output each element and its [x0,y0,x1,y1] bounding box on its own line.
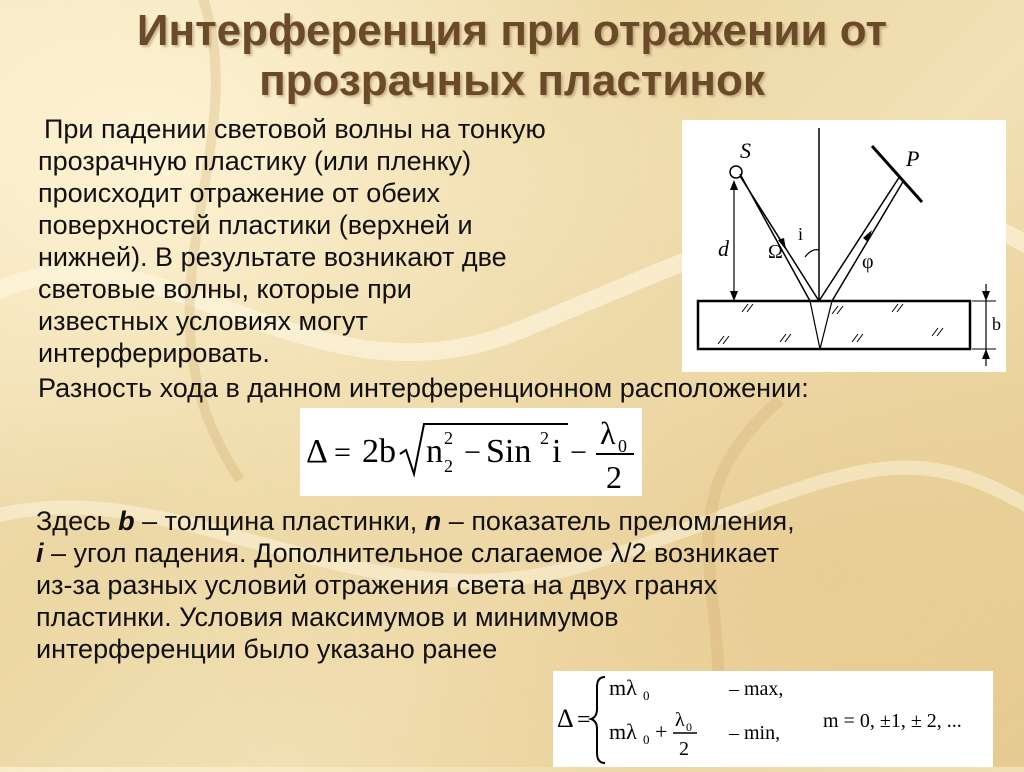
explanation-paragraph [36,505,1016,665]
f1-n-sup: 2 [444,428,453,448]
explain-text: – показатель преломления, [441,506,795,536]
f2-row2-plus: + [655,719,668,744]
intro-line: световые волны, которые при [38,274,412,304]
f2-equals: = [577,707,591,733]
refracted-ray-back [820,301,832,349]
symbol-i: i [36,538,44,568]
intro-line: При падении световой волны на тонкую [44,114,546,144]
refracted-ray [810,301,820,349]
label-phi: φ [862,251,874,273]
f1-minus: − [464,436,481,469]
f1-i: i [552,433,562,470]
explain-line-1 [36,505,1016,537]
thin-film-diagram-svg [682,120,1006,372]
intro-line: нижней). В результате возникают две [38,242,507,272]
explain-text: – угол падения. Дополнительное слагаемое λ/2 возникает [43,538,780,568]
f2-row2-cond: – min, [729,722,781,744]
path-difference-formula [300,408,642,496]
f1-n-sub: 2 [444,456,453,476]
f2-row2-frac-num-sub: 0 [686,720,692,734]
explain-text: Здесь [36,506,119,536]
f1-n: n [426,433,443,470]
explain-line-3: из-за разных условий отражения света на двух гранях [36,570,718,600]
f2-m-values: m = 0, ±1, ± 2, ... [823,710,962,732]
f1-lambda: λ [600,415,616,451]
slide-title [0,6,1024,106]
f2-row1: mλ [609,675,637,700]
intro-line: прозрачную пластику (или пленку) [38,146,472,176]
label-screen: P [906,146,920,171]
f1-equals: = [334,436,351,469]
label-omega: Ω [768,241,783,263]
label-source: S [740,138,751,163]
distance-arrow-bottom [730,291,738,301]
f1-sin: Sin [486,433,532,470]
title-line-1: Интерференция при отражении от [136,6,888,55]
reflected-ray-1 [819,176,900,301]
thin-film-diagram [682,120,1006,372]
title-line-2: прозрачных пластинок [259,56,765,105]
intro-paragraph [38,113,678,369]
f2-row2-frac-num: λ [675,709,685,731]
f2-row2-sub: 0 [643,732,650,747]
f2-row1-sub: 0 [643,688,650,703]
distance-arrow-top [730,180,738,190]
f1-minus-2: − [570,436,587,469]
f2-row2-frac-den: 2 [679,738,689,760]
intro-line: интерферировать. [38,338,270,368]
max-min-formula [553,671,993,767]
explain-line-4: пластинки. Условия максимумов и минимумов [36,602,619,632]
label-thickness: b [992,314,1001,334]
plate-hatching [718,304,943,344]
f1-coef: 2b [362,433,396,470]
explain-text: – толщина пластинки, [134,506,425,536]
f2-row1-cond: – max, [729,678,784,700]
symbol-n: n [424,506,442,536]
intro-line: поверхностей пластики (верхней и [38,210,473,240]
path-difference-formula-svg [300,408,642,496]
intro-line: происходит отражение от обеих [38,178,441,208]
angle-arc [805,250,819,257]
explain-line-5: интерференции было указано ранее [36,634,498,664]
intro-line: известных условиях могут [38,306,368,336]
f1-denominator: 2 [606,459,622,495]
f2-brace [591,677,605,763]
thickness-arrow-bottom [982,349,990,359]
label-distance: d [718,236,729,261]
plate [698,301,970,349]
explain-line-2 [36,537,1016,569]
f2-delta: Δ [557,704,574,733]
f1-lambda-sub: 0 [618,436,627,456]
f1-sin-sup: 2 [540,428,549,448]
f1-delta: Δ [306,433,328,470]
path-difference-label: Разность хода в данном интерференционном расположении: [38,373,809,403]
f2-row2: mλ [609,719,637,744]
thickness-arrow-top [982,291,990,301]
max-min-formula-svg [553,671,993,767]
label-angle-i: i [798,224,804,244]
symbol-b: b [118,506,135,536]
